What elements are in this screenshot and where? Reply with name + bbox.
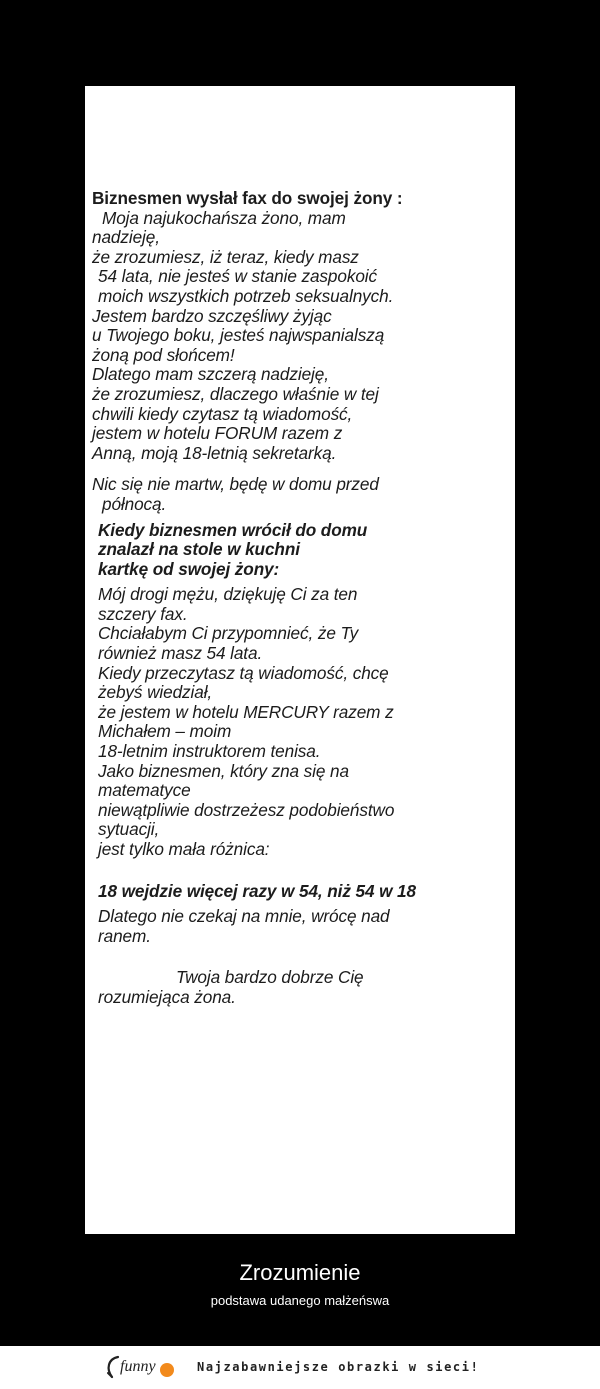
site-footer: [0, 1346, 600, 1389]
punchline: 18 wejdzie więcej razy w 54, niż 54 w 18: [98, 880, 416, 901]
site-tagline: Najzabawniejsze obrazki w sieci!: [197, 1360, 480, 1374]
reply-line: żebyś wiedział,: [98, 682, 213, 703]
reply-line: sytuacji,: [98, 819, 160, 840]
letter-line: że zrozumiesz, iż teraz, kiedy masz: [92, 246, 359, 267]
reply-line: również masz 54 lata.: [98, 643, 263, 664]
letter-line: 54 lata, nie jesteś w stanie zaspokoić: [98, 266, 377, 287]
reply-line: Michałem – moim: [98, 721, 232, 742]
letter-line: moich wszystkich potrzeb seksualnych.: [98, 285, 394, 306]
orange-dot-icon: [160, 1363, 174, 1377]
reply-line: jest tylko mała różnica:: [98, 839, 270, 859]
narration-line: znalazł na stole w kuchni: [98, 539, 300, 560]
letter-line: jestem w hotelu FORUM razem z: [92, 423, 343, 444]
letter-line: Anną, moją 18-letnią sekretarką.: [92, 442, 337, 463]
reply-line: Mój drogi mężu, dziękuję Ci za ten: [98, 584, 358, 605]
letter-line: u Twojego boku, jesteś najwspanialszą: [92, 325, 385, 346]
letter-line: Dlatego mam szczerą nadzieję,: [92, 364, 329, 385]
narration-line: kartkę od swojej żony:: [98, 558, 280, 579]
reply-line: matematyce: [98, 780, 191, 801]
closing-line: Dlatego nie czekaj na mnie, wrócę nad: [98, 906, 390, 927]
signature-line: rozumiejąca żona.: [98, 986, 236, 1007]
letter-line: żoną pod słońcem!: [92, 344, 235, 365]
letter-line: chwili kiedy czytasz tą wiadomość,: [92, 403, 353, 424]
reply-line: Kiedy przeczytasz tą wiadomość, chcę: [98, 662, 389, 683]
letter-line: Moja najukochańsza żono, mam: [102, 207, 346, 228]
letter-paper: [85, 86, 515, 1234]
reply-line: że jestem w hotelu MERCURY razem z: [98, 701, 394, 722]
closing-line: ranem.: [98, 925, 151, 946]
letter-line: że zrozumiesz, dlaczego właśnie w tej: [92, 383, 379, 404]
letter-line: północą.: [102, 493, 167, 514]
reply-line: Jako biznesmen, który zna się na: [98, 760, 349, 781]
letter-heading: Biznesmen wysłał fax do swojej żony :: [92, 188, 403, 208]
poster-subtitle: podstawa udanego małżeńswa: [210, 1293, 390, 1308]
signature-line: Twoja bardzo dobrze Cię: [176, 967, 364, 988]
letter-line: nadzieję,: [92, 227, 160, 248]
reply-line: niewątpliwie dostrzeżesz podobieństwo: [98, 799, 395, 820]
reply-line: Chciałabym Ci przypomnieć, że Ty: [98, 623, 359, 644]
letter-line: Nic się nie martw, będę w domu przed: [92, 474, 379, 495]
letter-line: Jestem bardzo szczęśliwy żyjąc: [92, 305, 332, 326]
logo-text: funny: [120, 1358, 156, 1375]
poster-title: Zrozumienie: [239, 1260, 361, 1285]
reply-line: szczery fax.: [98, 603, 188, 624]
narration-line: Kiedy biznesmen wrócił do domu: [98, 519, 368, 540]
reply-line: 18-letnim instruktorem tenisa.: [98, 741, 321, 762]
